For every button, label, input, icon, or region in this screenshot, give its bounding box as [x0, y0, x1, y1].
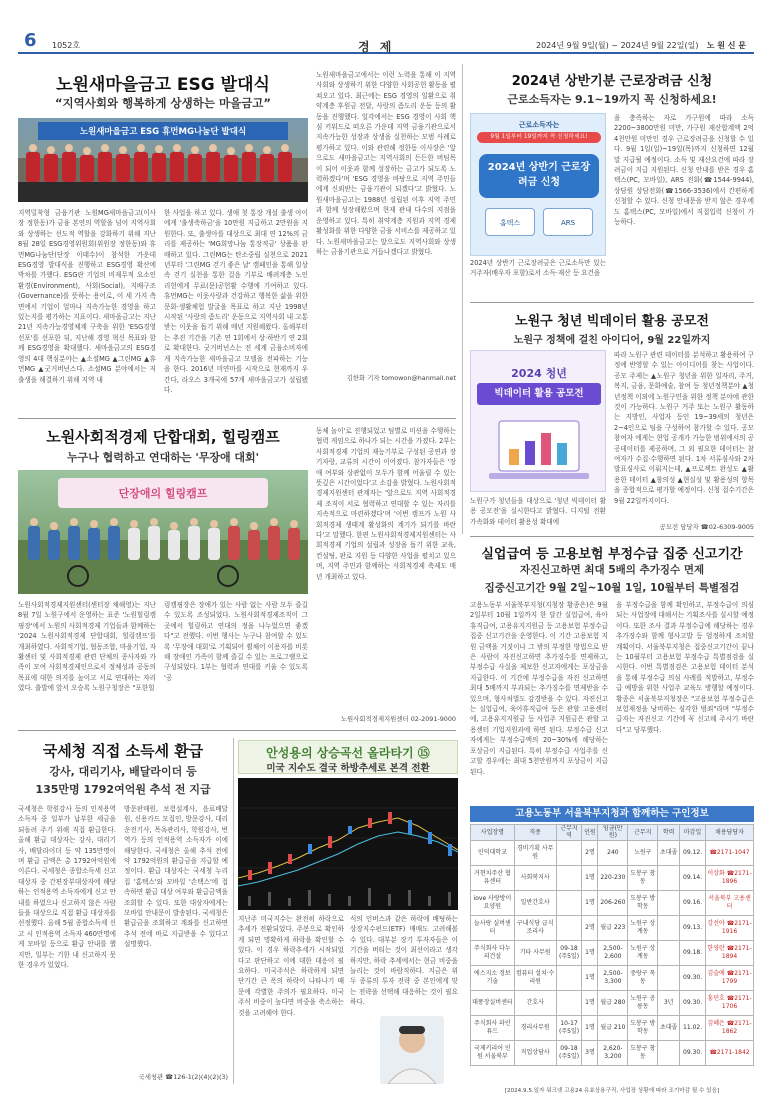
table-cell: 09.30. [680, 1040, 706, 1065]
column-divider [462, 64, 463, 534]
page-number: 6 [24, 30, 37, 51]
table-cell: 주식회사 다누리건설 [471, 940, 515, 965]
table-cell: 월급 280 [598, 990, 628, 1015]
table-cell: 김혜은 ☎2171-1862 [706, 1015, 754, 1040]
table-cell [556, 840, 582, 865]
table-cell [658, 865, 680, 890]
columnist-portrait-icon [380, 1016, 444, 1084]
art3-title: 노원구 청년 빅데이터 활용 공모전 [515, 314, 709, 329]
table-cell: 홍민호 ☎2171-1706 [706, 990, 754, 1015]
art7-title-box [238, 740, 458, 774]
table-cell [556, 915, 582, 940]
table-cell: 도봉구 방학동 [628, 1015, 658, 1040]
table-row [471, 890, 754, 915]
art6-title: 국세청 직접 소득세 환급 [42, 742, 204, 760]
art1-banner-text: 노원새마을금고 ESG 휴먼MG나눔단 발대식 [79, 127, 247, 137]
art5-body-col2: 을 부정수급을 함께 확인하고, 부정수급이 의심되는 사업장에 대해서는 기획조사를 실시할 예정이다. 또한 조사 결과 부정수급에 해당하는 경우 추가징수와 함께 형사고발 등 엄정하게 조치할 계획이다. 서울북부지청은 집중신고기간이 끝나는 10월부터 고용보험 부정수급 특별점검을 실시한다. 이번 특별점검은 고용보험 데이터 분석을 통해 부정수급 의심 사례를 적발하고, 부정수급 예방을 위한 사업주 교육도 병행할 예정이다. 황종은 서울북부지청장은 "고용보험 부정수급은 보험재정을 낭비하는 심각한 범죄"라며 "부정수급자는 자진신고 기간에 꼭 신고해 주시기 바란다"고 당부했다. [616, 601, 754, 734]
art6-subtitle: 강사, 대리기사, 배달라이더 등 [49, 765, 197, 778]
issue-number: 1052호 [52, 41, 81, 50]
art7-stock-chart [238, 778, 458, 910]
art1-reporter: 김한화 기자 tomowon@hanmail.net [346, 374, 456, 382]
table-cell: 국제키리어 인원 서울북부 [471, 1040, 515, 1065]
art4-banner-text: 단장애의 힐링캠프 [118, 487, 208, 500]
table-header-cell: 마감일 [680, 825, 706, 841]
table-cell: 노원구 상계동 [628, 915, 658, 940]
table-cell: 220-230 [598, 865, 628, 890]
art3-subtitle: 노원구 정책에 걸친 아이디어, 9월 22일까지 [513, 335, 711, 346]
art1-title: 노원새마을금고 ESG 발대식 [56, 75, 270, 95]
table-cell: 09.18. [680, 940, 706, 965]
table-cell: 강선아 ☎2171-1916 [706, 915, 754, 940]
art4-body-col1: 노원사회적경제지원센터(센터장 채해영)는 지난 8월 7일 노원구에서 운영하는 표준 '노원힐링캠핑장'에서 노원의 사회적경제 기업들과 함께하는 '2024 노원사회적경제 단합대회, 힐링캠프'를 개최하였다. 사회적기업, 협동조합, 마을기업, 자활센터 및 사회적경제 관련 단체의 종사자와 가족이 모여 사회적경제인으로서 정체성과 공동의 목표에 대한 의지를 높이고 서로 연대하는 자리였다. 출발에 앞서 오승록 노원구청장은 "포한힐 [18, 601, 156, 693]
section-divider [470, 536, 754, 537]
table-cell: 206-260 [598, 890, 628, 915]
table-cell: 늘사랑 실버센터 [471, 915, 515, 940]
table-cell: 사회복지사 [514, 865, 556, 890]
table-cell: 월급 210 [598, 1015, 628, 1040]
art6-body-col1: 국세청은 학원강사 등의 인적용역 소득자 중 일부가 납부한 세금을 되돌려 주기 위해 직접 환급한다. 올해 환급 대상자는 강사, 대리기사, 배달라이더 등 약 135만명이며 환급 금액은 총 1792여억원에 이른다. 국세청은 종합소득세 신고 대상자 중 간편장부대상자에 해당하는 인적용역 소득자에게 신고 안내를 하였으나 신고하지 않은 사람들을 대상으로 직접 환급 대상자를 선정했다. 올해 5월 종합소득세 신고 시 인적용역 소득자 460만명에게 모바일 등으로 환급 안내를 했지만, 일부는 기한 내 신고하지 못한 경우가 있었다. [18, 805, 116, 970]
art2-poster-ars: ARS [543, 208, 593, 236]
art7-title: 안성용의 상승곡선 올라타기 ⑮ [266, 746, 430, 760]
table-header-cell: 직종 [514, 825, 556, 841]
art8-title: 고용노동부 서울북부지청과 함께하는 구인정보 [470, 806, 754, 822]
table-cell: ☎2171-1842 [706, 1040, 754, 1065]
table-cell: 1명 [582, 990, 598, 1015]
art4-title: 노원사회적경제 단합대회, 힐링캠프 [46, 428, 280, 446]
table-cell: 노원구 상계동 [628, 940, 658, 965]
table-cell [556, 890, 582, 915]
table-row [471, 840, 754, 865]
table-cell: 3년 [658, 990, 680, 1015]
section-divider [18, 730, 456, 731]
table-cell [658, 915, 680, 940]
table-cell: 09.14. [680, 865, 706, 890]
table-cell: 09-18 (주5일) [556, 1040, 582, 1065]
table-cell: 1명 [582, 940, 598, 965]
art3-body: 따라 노원구 관련 데이터를 분석하고 활용하여 구정에 반영할 수 있는 아이디어를 찾는 사업이다. 공모 주제는 ▲노원구 청년을 위한 일자리, 주거, 복지, 금융, 문화예술, 참여 등 청년정책분야 ▲청년정책 이외에 노원구민을 위한 정책 분야에 관한 것이 가능하다. 노원구 거주 또는 노원구 활동하는 지방인, 사업자 등인 19~39세의 청년은 2~4인으로 팀을 구성하여 참가할 수 있다. 공모 참여자 에게는 현업 공개가 가능한 범위에서의 공공데이터를 제공하며, 그 외 필요한 데이터는 참여자가 수집·수행하면 된다. 1차 서류심사와 2차 발표심사로 이뤄지는데, ▲프로젝트 완성도 ▲활용한 데이터 ▲창의성 ▲현실성 및 활용성의 항목을 종합적으로 평가할 예정이다. 신청 접수기간은 9월 22일까지이다. [614, 351, 754, 505]
laptop-chart-illustration [489, 417, 589, 483]
table-cell: 거현치주산 협유센터 [471, 865, 515, 890]
art5-body-col1: 고용노동부 서울북부지청(지청장 황종은)은 9월 2일부터 10월 1일까지 한 달간 실업급여, 육아휴직급여, 고용유지지원금 등 고용보험 부정수급 집중 신고기간을 운영한다. 이 기간 고용보험 지원 금액을 거짓이나 그 밖의 부정한 방법으로 받은 사람이 자진신고하면 추가징수를 면제하고, 부정수급 사실을 제보한 신고자에게는 포상금을 지급한다. 이 기간에 부정수급을 자진 신고하면 최대 5배까지 부과되는 추가징수를 면제받을 수 있으며, 형사처벌도 감경받을 수 있다. 자진신고는 실업급여, 육아휴직급여 등은 관할 고용센터에, 고용유지지원금 등 사업주 지원금은 관할 고용센터 기업지원과에 하면 된다. 부정수급 신고자에게는 부정수급액의 20~30%에 해당하는 포상금이 지급된다. 특히 부정수급 사업주를 신고할 경우에는 최대 5천만원까지 포상금이 지급된다. [470, 601, 608, 776]
table-header-cell: 임금(만원) [598, 825, 628, 841]
art1-body-col2: 한 사업을 하고 있다. 생애 첫 통장 개설 출생 아이에게 '출생축하금'을 10만원 지급하고 2만원을 지원한다. 또, 출생아를 대상으로 최대 연 12%의 금리를 제공하는 'MG희망나눔 통장적금' 상품을 판매하고 있다. 그린MG는 탄소중립 실천으로 2021년부터 '그린MG 걷기 좋은 날' 캠페인을 통해 일상 속 걷기 실천을 통한 걸음 기부로 배려계층 노인 리헌에게 무료(문)공헌활 수행에 기여하고 있다. 휴먼MG는 이웃사랑과 건강하고 행복한 삶을 위한 문화·생활체험 발굴을 목표로 하고 지난 1998년 시작된 '사랑의 좀도리' 운동으로 지역사회 내 고통 받는 이웃을 돕기 위해 매년 지원해왔다. 올해부터는 추진 기간을 기존 연 1회에서 상·하반기 연 2회로 확대한다. 굿거버넌스는 전 세계 금융소비자에게 지속가능한 새마을금고 모델을 전파하는 기능을 한다. 2016년 미얀마를 시작으로 현재까지 우간다, 라오스 3개국에 57개 새마을금고가 설립됐다. [164, 209, 308, 394]
art4-body-col2: 링캠핑장은 장애가 있는 사람 없는 사람 모두 즐길 수 있도록 조성되었다. 노원사회적경제조직이 그곳에서 힐링하고 연대의 정을 나누었으면 좋겠다"고 전했다. 이번 행사는 누구나 참여할 수 있도록 '무장애 대회'로 기획되어 휠체어 이용자를 비롯해 장애인 가족이 함께 즐길 수 있는 프로그램으로 구성되었다. 1부는 협력과 연대를 키울 수 있도록 '공 [164, 601, 308, 682]
table-cell: 김슬애 ☎2171-1799 [706, 965, 754, 990]
table-cell: 1명 [582, 890, 598, 915]
table-cell: 노원구 [628, 840, 658, 865]
art3-poster-title: 빅데이터 활용 공모전 [477, 383, 601, 405]
table-cell: 1명 [582, 865, 598, 890]
table-header-cell: 근무지 [628, 825, 658, 841]
table-cell: 09.30. [680, 990, 706, 1015]
art2-subtitle: 근로소득자는 9.1~19까지 꼭 신청하세요! [507, 93, 717, 106]
table-cell: 중랑구 묵동 [628, 965, 658, 990]
columnist-photo [380, 1016, 444, 1084]
table-cell: 경리사무원 [514, 1015, 556, 1040]
issue-date: 2024년 9월 9일(월) ~ 2024년 9월 22일(일) [536, 41, 699, 50]
table-cell [658, 940, 680, 965]
table-header-cell: 근무지역 [556, 825, 582, 841]
table-header-cell: 학력 [658, 825, 680, 841]
table-cell: 09-18 (주5일) [556, 940, 582, 965]
table-cell: 초대졸 [658, 840, 680, 865]
art2-poster-deadline: 9월 1일부터 19일까지 꼭 신청하세요! [477, 132, 601, 143]
table-cell: 노원구 공릉동 [628, 990, 658, 1015]
table-cell: 기타 사무원 [514, 940, 556, 965]
table-cell: 월급 223 [598, 915, 628, 940]
table-cell: 에스지소 정보기술 [471, 965, 515, 990]
table-cell: 도봉구 방학동 [628, 890, 658, 915]
art3-poster-year: 2024 청년 [511, 367, 567, 380]
art7-subtitle: 미국 지수도 결국 하방추세로 본격 전환 [266, 763, 430, 774]
table-row [471, 990, 754, 1015]
art6-credit: 국세청관 ☎126-1(2)(4)(2)(3) [138, 1073, 228, 1081]
table-cell: 09.30. [680, 965, 706, 990]
table-cell [556, 965, 582, 990]
art8-footnote: [2024.9.5.일자 워크넷 고용24 유효상용구직, 사업장 상황에 따라 조기마감 될 수 있음] [504, 1088, 720, 1094]
art4-subtitle: 누구나 협력하고 연대하는 '무장애 대회' [66, 451, 260, 464]
art1-body-col1: 지역밀착형 금융기관 노원MG새마을금고(이사장 정한동)가 금융 본연의 역할을 넘어 지역사회와 상생하는 선도적 역할을 강화하기 위해 지난 8월 28일 ESG경영위원회(위원장 정한동)와 휴먼MG나눔단(단장 이태수)이 참석한 가운데 ESG경영 발대식을 진행하고 ESG경영 확산에 박차를 가했다. ESG란 기업의 비재무적 요소인 환경(Environment), 사회(Social), 지배구조(Governance)를 뜻하는 용어로, 이 세 가지 측면에서 기업이 얼마나 지속가능한 경영을 하고 있는지를 평가하는 지표이다. 새마을금고는 지난 21년 지속가능경영체계 구축을 위한 'ESG경영 선포'를 선포한 뒤, 지난해 경영 혁신 목표와 함께 ESG경영을 확대했다. 새마을금고의 ESG경영의 4대 핵심분야는 ▲소셜MG ▲그린MG ▲휴먼MG ▲굿거버넌스다. 소셜MG 분야에서는 저출생을 해결하기 위해 지역 내 [18, 209, 156, 384]
table-cell [658, 965, 680, 990]
table-cell: ☎2171-1047 [706, 840, 754, 865]
table-row [471, 1015, 754, 1040]
art2-poster-title: 2024년 상반기 근로장려금 신청 [479, 154, 599, 198]
table-cell [658, 890, 680, 915]
table-cell: 09.16. [680, 890, 706, 915]
table-cell [556, 990, 582, 1015]
section-title: 경 제 [358, 40, 395, 54]
section-divider [470, 302, 754, 303]
art4-photo [18, 470, 308, 594]
table-cell: 서울북부 고용센터 [706, 890, 754, 915]
table-row [471, 965, 754, 990]
publisher-name: 노 원 신 문 [706, 41, 746, 50]
table-row [471, 865, 754, 890]
table-cell: 이상화 ☎2171-1896 [706, 865, 754, 890]
table-cell: 10-17 (주5일) [556, 1015, 582, 1040]
table-cell: 1명 [582, 965, 598, 990]
candlestick-chart-image [238, 778, 458, 910]
art5-title: 실업급여 등 고용보험 부정수급 집중 신고기간 [481, 547, 743, 562]
table-cell: 2명 [582, 915, 598, 940]
table-cell: 초대졸 [658, 1015, 680, 1040]
art6-subtitle2: 135만명 1792여억원 추석 전 지급 [35, 783, 211, 796]
table-cell: 1명 [582, 1015, 598, 1040]
table-cell: 컴퓨터 설치·수리원 [514, 965, 556, 990]
art1-body-col3: 노원새마을금고에서는 이런 노력을 통해 이 지역사회와 상생하기 위한 다양한 사회공헌 활동을 펼쳐오고 있다. 최근에는 ESG 경영의 일환으로 취약계층 후원금 전달, 사랑의 좀도리 운동 등의 활동을 진행했다. 일각에서는 ESG 경영이 사회 핵심 키워드로 떠오른 가운데 지역 금융기관으로서 지속가능한 성장과 상생을 실천하는 모범 사례로 평가하고 있다. 이와 관련해 정한동 이사장은 '앞으로도 새마을금고는 지역사회의 든든한 버팀목이 되어 이웃과 함께 성장하는 금고가 되도록 노력하겠다'며 'ESG 경영을 바탕으로 지역 주민들에게 신뢰받는 금융기관이 되겠다'고 밝혔다. 노원새마을금고는 1988년 설립된 이후 지역 주민과 함께 성장해왔으며 현재 관내 다수의 지점을 운영하고 있다. 특히 취약계층 지원과 지역 경제 활성화를 위한 다양한 금융 서비스를 제공하고 있다. 노원새마을금고는 앞으로도 지역사회와 상생하는 금융기관으로 거듭나겠다고 밝혔다. [316, 71, 456, 256]
table-cell [658, 1040, 680, 1065]
table-cell: 한영란 ☎2171-1894 [706, 940, 754, 965]
table-cell: 3명 [582, 1040, 598, 1065]
art1-photo [18, 118, 308, 202]
table-cell: 2,500-2,600 [598, 940, 628, 965]
art7-body-col1: 지난주 미국지수는 완전히 하락으로 추세가 전환되었다. 주봉으로 확인하게 되면 명확하게 하락을 확인할 수 있다. 이 경우 하락추세가 시작되었다고 판단하고 이에 대한 대응이 필요하다. 미국주식은 하락하게 되면 단기간 큰 폭의 하락이 나타나기 때문에 각별한 주의가 필요하다. 미국주식 비중이 높다면 비중을 축소하는 것을 고려해야 한다. [238, 915, 344, 1017]
table-cell: 2명 [582, 840, 598, 865]
column-divider [233, 738, 234, 1084]
art1-subtitle: “지역사회와 행복하게 상생하는 마을금고” [55, 96, 271, 110]
art3-contact: 공모전 담당자 ☎02-6309-9005 [659, 523, 754, 531]
table-row [471, 940, 754, 965]
table-cell [556, 865, 582, 890]
page-header [18, 30, 754, 54]
art2-poster-hometax: 홈택스 [485, 208, 535, 236]
table-row [471, 1040, 754, 1065]
art6-body-col2: 방문판매원, 보험설계사, 음료배달원, 신용카드 모집인, 방문강사, 대리운전기사, 목욕관리사, 학원강사, 번역가 등의 인적용역 소득자가 이에 해당한다. 국세청은 올해 추석 전에 약 1792억원의 환급금을 지급할 예정이다. 환급 대상자는 국세청 누리집 '홈택스'와 모바일 '손택스'에 접속하면 환급 대상 여부와 환급금액을 조회할 수 있다. 또한 대상자에게는 모바일 안내문이 발송된다. 국세청은 환급금을 조회하고 계좌를 신고하면 추석 전에 바로 지급받을 수 있다고 설명했다. [124, 805, 228, 949]
table-header-row [471, 825, 754, 841]
table-cell: 대풍장실버센터 [471, 990, 515, 1015]
art4-credit: 노원사회적경제지원센터 02-2091-9000 [340, 715, 456, 723]
art5-subtitle: 자진신고하면 최대 5배의 추가징수 면제 [519, 564, 705, 576]
table-cell: 09.12. [680, 840, 706, 865]
table-cell: 주식회사 파인튜드 [471, 1015, 515, 1040]
table-cell: 240 [598, 840, 628, 865]
art2-poster [470, 113, 606, 256]
table-header-cell: 채용담당자 [706, 825, 754, 841]
table-cell: 일반간호사 [514, 890, 556, 915]
table-cell: 11.02. [680, 1015, 706, 1040]
art2-title: 2024년 상반기분 근로장려금 신청 [511, 74, 713, 89]
table-row [471, 915, 754, 940]
table-cell: 구내식당 급식조리사 [514, 915, 556, 940]
table-cell: 직업상담사 [514, 1040, 556, 1065]
table-cell: iove 사랑방이 요양원 [471, 890, 515, 915]
table-header-cell: 사업장명 [471, 825, 515, 841]
art2-caption: 2024년 상반기 근로장려금은 근로소득만 있는 거주자(배우자 포함)로서 소득·재산 등 요건을 [470, 259, 606, 278]
art3-caption: 노원구가 청년들을 대상으로 '청년 빅데이터 활용 공모전'을 실시한다고 밝혔다. 디지털 전환 가속화와 데이터 활용성 확대에 [470, 497, 606, 526]
section-divider [18, 418, 456, 419]
table-cell: 09.13. [680, 915, 706, 940]
art2-poster-top: 근로소득자는 [518, 121, 560, 129]
table-cell: 경비기획 사무원 [514, 840, 556, 865]
art3-poster [470, 350, 606, 492]
table-header-cell: 인원 [582, 825, 598, 841]
table-cell: 도봉구 창동 [628, 1040, 658, 1065]
table-cell: 2,500-3,300 [598, 965, 628, 990]
table-cell: 2,620-3,200 [598, 1040, 628, 1065]
table-cell: 인덕대학교 [471, 840, 515, 865]
job-listings-table [470, 824, 754, 1066]
table-cell: 간호사 [514, 990, 556, 1015]
art2-body: 을 충족하는 자로 가구원에 따라 소득 2200~3800만원 미만, 가구원 재산합계액 2억 4천만원 미만인 경우 근로장려금을 신청할 수 있다. 9월 1일(일)~19일(목)까지 신청하면 12월 말 지급될 예정이다. 소득 및 재산요건에 따라 장려금이 지급 지원된다. 신청 안내를 받은 경우 홈택스(PC, 모바일), ARS 전화(☎1544-9944), 상담원 상담전화(☎1566-3536)에서 간편하게 신청할 수 있다. 신청 안내문을 받지 않은 경우에도 홈택스(PC, 모바일)에서 직접입력 신청이 가능하다. [614, 114, 754, 227]
art4-body-col3: 동체 놀이'로 진행되었고 팀별로 미션을 수행하는 협력 게임으로 하나가 되는 시간을 가졌다. 2부는 사회적경제 기업의 재능기부로 구성된 공연과 장기자랑, 교류의 시간이 이어졌다. 참가자들은 '장애 여부와 상관없이 모두가 함께 어울릴 수 있는 뜻깊은 시간이었다'고 소감을 밝혔다. 노원사회적경제지원센터 관계자는 '앞으로도 지역 사회적경제 조직이 서로 협력하고 연대할 수 있는 자리를 지속적으로 마련하겠다'며 '이번 캠프가 노원 사회적경제 생태계 활성화의 계기가 되기를 바란다'고 말했다. 한편 노원사회적경제지원센터는 사회적경제 기업의 설립과 성장을 돕기 위한 교육, 컨설팅, 판로 지원 등 다양한 사업을 펼치고 있으며, 지역 주민과 함께하는 사회적경제 축제도 매년 개최하고 있다. [316, 427, 456, 581]
art7-body-col2: 식의 인버스과 같은 하락에 배팅하는 상장지수펀드(ETF) 매매도 고려해볼 수 있다. 대부분 장기 투자자들은 이 기간을 버티는 것이 최선이라고 생각하지만, 하락 추세에서는 현금 비중을 늘리는 것이 바람직하다. 지금은 위 두 종류의 투자 전략 중 본인에게 맞는 전략을 선택해 대응하는 것이 필요하다. [350, 915, 458, 1007]
art5-subtitle2: 집중신고기간 9월 2일~10월 1일, 10월부터 특별점검 [484, 582, 740, 594]
table-cell: 도봉구 창동 [628, 865, 658, 890]
